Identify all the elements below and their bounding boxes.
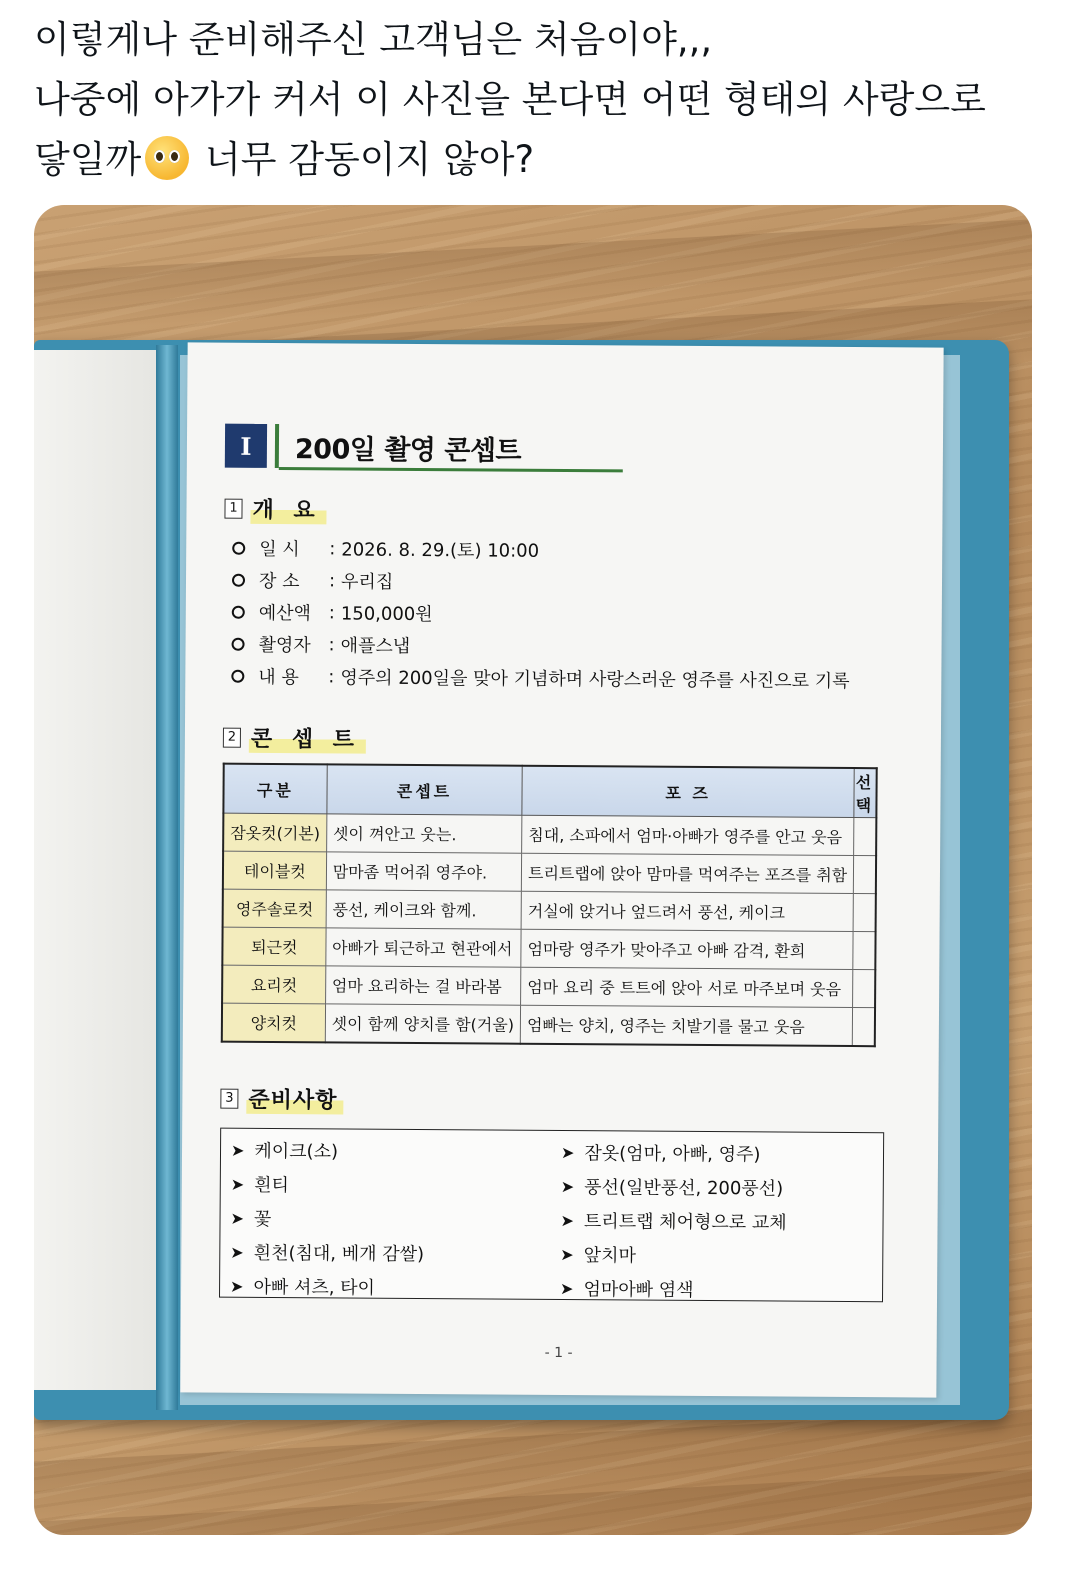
arrow-bullet-icon: ➤ — [560, 1278, 574, 1298]
list-item: ➤ 앞치마 — [560, 1244, 636, 1267]
post-line-3 — [34, 130, 1054, 190]
cell-select — [853, 970, 875, 1008]
overview-value: 우리집 — [341, 571, 394, 593]
concept-table — [221, 763, 878, 1048]
cell-select — [852, 1008, 874, 1047]
arrow-bullet-icon: ➤ — [560, 1244, 574, 1264]
prep-heading — [220, 1083, 890, 1119]
prep-number: 3 — [220, 1088, 238, 1108]
arrow-bullet-icon: ➤ — [230, 1242, 244, 1262]
circle-bullet-icon — [231, 669, 244, 682]
arrow-bullet-icon: ➤ — [230, 1208, 245, 1228]
cell-category: 영주솔로컷 — [223, 889, 327, 928]
list-item: ➤ 케이크(소) — [230, 1140, 339, 1163]
list-item: ➤ 엄마아빠 염색 — [560, 1278, 694, 1301]
table-row — [222, 965, 875, 1008]
list-item: ➤ 흰티 — [230, 1174, 290, 1197]
overview-key: 일 시 — [259, 538, 300, 561]
table-row — [223, 813, 876, 856]
circle-bullet-icon — [232, 573, 245, 586]
prep-left-column — [230, 1133, 425, 1304]
col-header-select: 선택 — [854, 768, 876, 818]
attached-photo[interactable] — [34, 205, 1032, 1535]
overview-list — [231, 532, 894, 697]
cell-concept: 셋이 껴안고 웃는. — [326, 814, 522, 853]
list-item: ➤ 아빠 셔츠, 타이 — [230, 1276, 376, 1299]
overview-value: 2026. 8. 29.(토) 10:00 — [341, 539, 540, 562]
cell-select — [853, 894, 875, 932]
pleading-face-emoji-icon — [145, 136, 189, 180]
circle-bullet-icon — [232, 637, 245, 650]
concept-number: 2 — [223, 727, 241, 747]
prep-heading-text: 준비사항 — [246, 1083, 343, 1115]
cell-pose: 엄빠는 양치, 영주는 치발기를 물고 웃음 — [520, 1005, 852, 1046]
document-page — [180, 342, 943, 1397]
table-row — [222, 1003, 875, 1046]
post-line-2: 나중에 아가가 커서 이 사진을 본다면 어떤 형태의 사랑으로 — [34, 78, 986, 121]
cell-pose: 엄마랑 영주가 맞아주고 아빠 감격, 환희 — [521, 929, 853, 969]
overview-value: 150,000원 — [340, 603, 433, 626]
table-row — [223, 889, 876, 932]
section-title — [225, 423, 895, 474]
cell-pose: 트리트랩에 앉아 맘마를 먹여주는 포즈를 취함 — [521, 853, 853, 893]
cell-pose: 거실에 앉거나 엎드려서 풍선, 케이크 — [521, 891, 853, 931]
concept-heading — [223, 722, 893, 758]
binder-left-page — [34, 350, 156, 1390]
list-item: ➤ 흰천(침대, 베개 감쌀) — [230, 1242, 425, 1266]
overview-heading — [224, 493, 894, 529]
document-content — [219, 423, 895, 1303]
overview-key: 촬영자 — [258, 634, 311, 657]
title-underline — [279, 467, 623, 472]
overview-number: 1 — [224, 498, 242, 518]
post-line-1: 이렇게나 준비해주신 고객님은 처음이야,,, — [34, 18, 713, 61]
circle-bullet-icon — [232, 541, 245, 554]
overview-value: 영주의 200일을 맞아 기념하며 사랑스러운 영주를 사진으로 기록 — [340, 667, 850, 693]
cell-select — [853, 932, 875, 970]
list-item: ➤ 꽃 — [230, 1208, 272, 1230]
col-header-category: 구분 — [223, 764, 327, 814]
overview-value: 애플스냅 — [340, 635, 411, 657]
overview-key: 예산액 — [258, 602, 312, 625]
concept-heading-text: 콘 셉 트 — [249, 722, 366, 754]
arrow-bullet-icon: ➤ — [560, 1142, 575, 1162]
overview-item: 일 시 : 2026. 8. 29.(토) 10:00 — [232, 532, 894, 569]
cell-pose: 엄마 요리 중 트트에 앉아 서로 마주보며 웃음 — [521, 967, 853, 1007]
arrow-bullet-icon: ➤ — [560, 1176, 575, 1196]
overview-heading-text: 개 요 — [250, 493, 326, 525]
cell-concept: 셋이 함께 양치를 함(거울) — [325, 1004, 521, 1044]
cell-pose: 침대, 소파에서 엄마·아빠가 영주를 안고 웃음 — [522, 815, 854, 855]
cell-concept: 아빠가 퇴근하고 현관에서 — [326, 928, 522, 967]
col-header-pose: 포 즈 — [522, 766, 854, 818]
post-text — [34, 10, 1054, 190]
arrow-bullet-icon: ➤ — [560, 1210, 575, 1230]
cell-concept: 맘마좀 먹어줘 영주야. — [326, 852, 522, 891]
cell-category: 테이블컷 — [223, 851, 327, 890]
list-item: ➤ 잠옷(엄마, 아빠, 영주) — [560, 1142, 761, 1166]
binder-spine — [156, 345, 178, 1410]
cell-category: 잠옷컷(기본) — [223, 813, 327, 852]
section-title-text: 200일 촬영 콘셉트 — [294, 433, 522, 467]
concept-table-header — [223, 764, 876, 818]
table-row — [223, 851, 876, 894]
list-item: ➤ 트리트랩 체어형으로 교체 — [560, 1210, 787, 1234]
arrow-bullet-icon: ➤ — [230, 1174, 245, 1194]
post-line-3a: 닿일까 — [34, 138, 142, 181]
overview-key: 장 소 — [258, 570, 300, 593]
cell-category: 퇴근컷 — [222, 927, 326, 966]
page-number: - 1 - — [544, 1344, 573, 1362]
cell-category: 요리컷 — [222, 965, 326, 1004]
col-header-concept: 콘셉트 — [327, 764, 523, 815]
overview-item: 장 소 : 우리집 — [232, 564, 894, 601]
overview-item: 촬영자 : 애플스냅 — [231, 628, 893, 665]
cell-concept: 엄마 요리하는 걸 바라봄 — [325, 966, 521, 1005]
circle-bullet-icon — [232, 605, 245, 618]
section-number: I — [225, 424, 267, 468]
title-accent-bar — [275, 424, 279, 468]
arrow-bullet-icon: ➤ — [230, 1140, 245, 1160]
cell-category: 양치컷 — [222, 1003, 326, 1042]
table-row — [222, 927, 875, 970]
prep-right-column — [560, 1135, 787, 1307]
overview-item: 내 용 : 영주의 200일을 맞아 기념하며 사랑스러운 영주를 사진으로 기록 — [231, 660, 893, 697]
overview-key: 내 용 — [258, 666, 299, 689]
cell-select — [854, 856, 876, 894]
arrow-bullet-icon: ➤ — [230, 1276, 244, 1296]
preparation-box — [219, 1128, 884, 1303]
cell-concept: 풍선, 케이크와 함께. — [326, 890, 522, 929]
overview-item: 예산액 : 150,000원 — [232, 596, 894, 633]
post-line-3b: 너무 감동이지 않아? — [205, 138, 535, 181]
list-item: ➤ 풍선(일반풍선, 200풍선) — [560, 1176, 784, 1200]
cell-select — [854, 818, 876, 856]
